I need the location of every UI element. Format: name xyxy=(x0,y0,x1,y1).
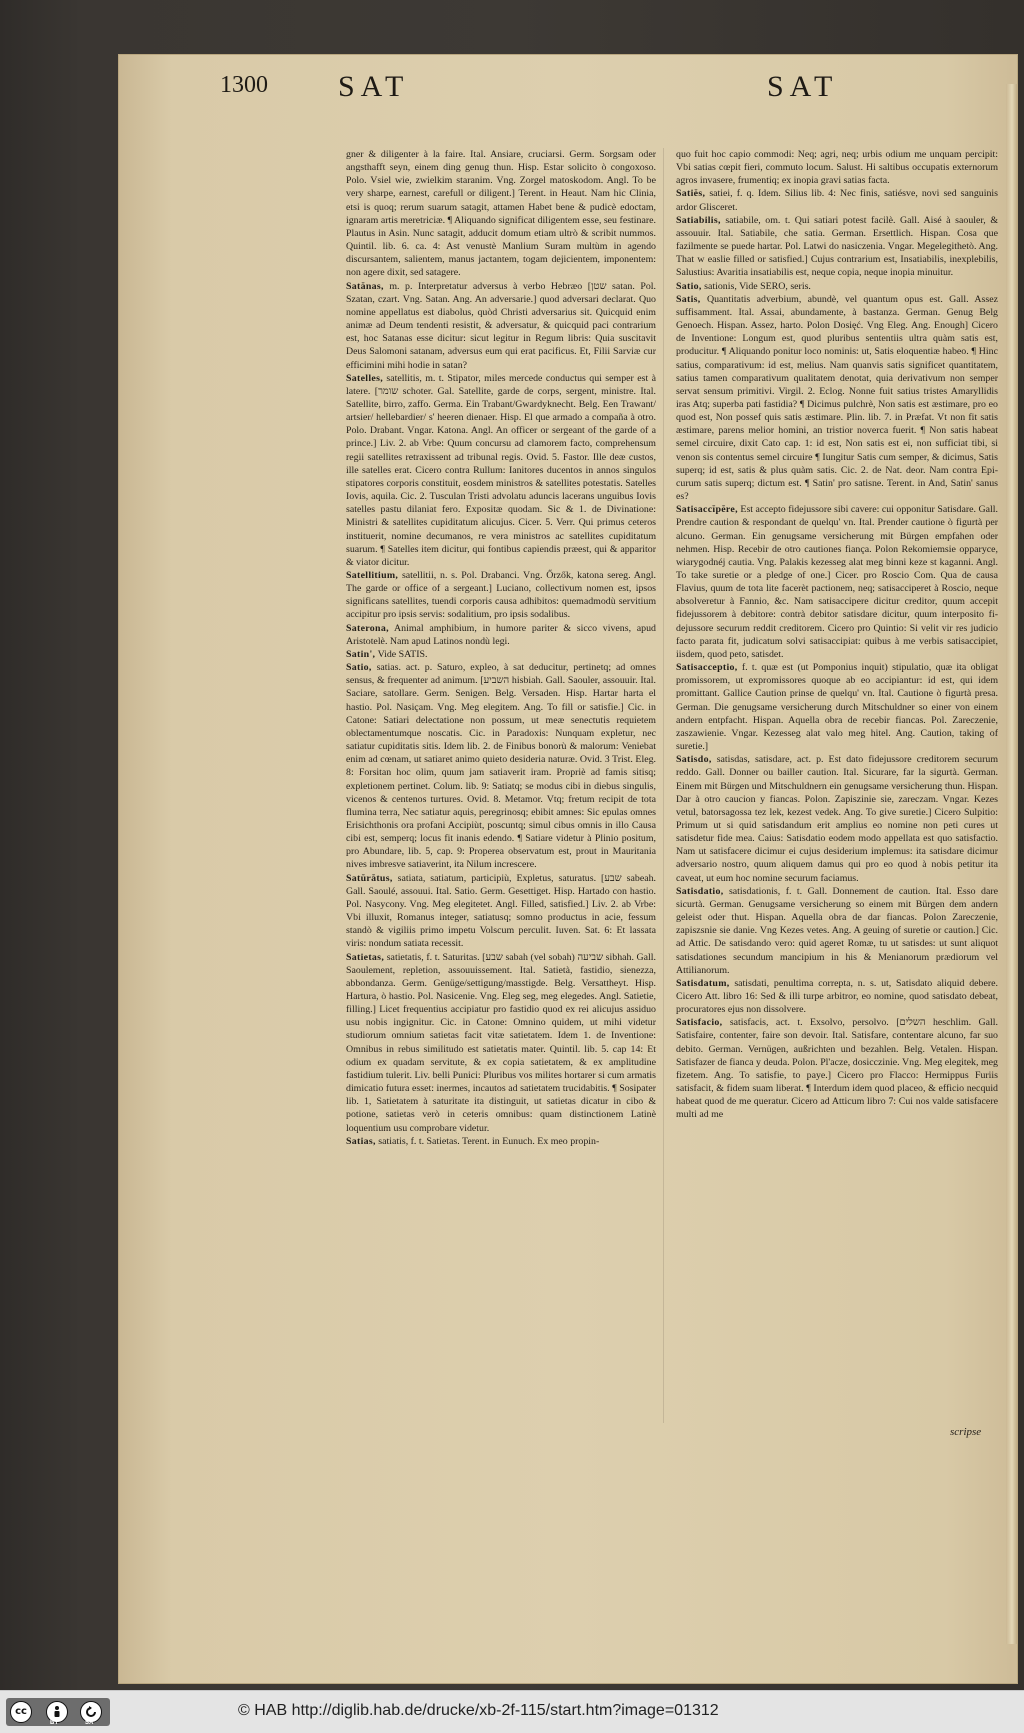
entry-text: satiabile, om. t. Qui satiari potest facilè. Gall. Aisé à saouler, & assouuir. Ital. Satiabile, che satia. German. Ersettlich. Hispan. Cosa que fazilmente se puede hartar. Pol. Latwi do nasiczenia. Vngar. Megelegithetò. Ang. That w easlie filled or satisfied.] Cujus contrarium est, Insatiabilis, inexplebilis, Salustius: Avaritia insatiabilis est, neque copia, neque inopia minuitur. xyxy=(676,214,998,279)
entry-lemma: Satias, xyxy=(346,1135,376,1147)
by-label: BY xyxy=(50,1720,59,1726)
entry-text: satietatis, f. t. Saturitas. [שבע sabah (vel sobah) שביעה sibhah. Gall. Saoulement, repletion, assouuissement. Ital. Satietà, fastidio, sienezza, abbondanza. Germ. Genüge/settigung/masstigde. Belg. Versattheyt. Hisp. Hartura, ò hastio. Pol. Nasicenie. Vng. Eleg seg, meg elegedes. Angl. Satietie, filling.] Licet frequentius accipiatur pro fastidio quod ex rei alicujus assiduo usu nobis ingignitur. Cic. in Catone: Omnino quidem, ut mihi videtur studiorum omnium satietas facit vitæ satietatem. Idem 1. de Inventione: Omnibus in rebus similitudo est satietatis mater. Quintil. lib. 5. cap 14: Et odium ex quadam servitute, & ex copia satietatem, & ex amplitudine fastidium tulerit. Liv. belli Punici: Pluribus vos milites hortarer si cum armatis dimicatio futura esset: inermes, incautos ad satietatem trucidabitis. ¶ Sosipater lib. 1, Satietatem à saturitate ita distinguit, ut satietas dicatur in cibo & potione, satietas verò in ceteris omnibus: quam distinctionem Latinè loquentium usu comprobare videtur. xyxy=(346,951,656,1134)
entry-text: satiei, f. q. Idem. Silius lib. 4: Nec finis, satiésve, novi sed sanguinis ardor Glisceret. xyxy=(676,188,998,213)
entry-text: sationis, Vide SERO, seris. xyxy=(704,280,811,292)
entry-text: Est accepto fidejussore sibi cavere: cui opponitur Satisdare. Gall. Prendre caution & respondant de quelqu' vn. Ital. Prender cautione ò figurtà per alcuno. German. Ein genugsame versicherung mit Bürgen empfahen oder nehmen. Hisp. Recebir de otro cautiones fiança. Polon Rekomiemsie opparyce, wiarygodnéj cautia. Vng. Palakis kezesseg alat meg binni keze st kaganni. Angl. To take suretie or a pledge of one.] Cicer. pro Roscio Com. Qua de causa Flavius, quum de tota lite facerèt pactionem, neq; satisacciperet à Roscio, neque absolveretur à Fannio, &c. Nam satisaccipere dicitur creditor, quum accepit fidejussorem à debitore: contrà debitor satisdare dicitur, quum interposito fidejussore securum reddit creditorem. Cicero pro Quintio: Si velit vir res judicio facto parata fit, judicatum solvi satisaccipiat: quibus à me verbis satisaccipiet, iisdem, quod peto, satisdet. xyxy=(676,504,998,660)
entry-lemma: Satănas, xyxy=(346,280,384,292)
header-left-word: SAT xyxy=(338,70,410,103)
right-column xyxy=(676,148,998,1423)
dictionary-entry xyxy=(676,187,998,213)
entry-text: satiatis, f. t. Satietas. Terent. in Eunuch. Ex meo propin- xyxy=(378,1135,600,1147)
entry-text: Animal amphibium, in humore pariter & sicco vivens, apud Aristotelè. Nam apud Latinos nondù legi. xyxy=(346,622,656,647)
dictionary-entry xyxy=(346,280,656,372)
dictionary-entry xyxy=(346,872,656,951)
entry-text: satellitis, m. t. Stipator, miles mercede conductus qui semper est à latere. [שומר schoter. Gal. Satellite, garde de corps, sergent, ministre. Ital. Satellite, birro, zaffo. Germa. Ein Trabant/Gwardyknecht. Belg. Een Trawant/ artsier/ hellebardier/ s' heeren dienaer. Hisp. El que armado a compaña à otro. Polo. Drabant. Vngar. Katona. Angl. An officer or sergeant of the garde of a prince.] Liv. 2. ab Vrbe: Quum concursu ad clamorem facto, comprehensum regii satellites retraxissent ad tribunal regis. Ovid. 5. Fastor. Ille deæ custos, ille satelles erat. Cicero contra Rullum: Ianitores ducentos in annos singulos stipatores corporis constituit, eosdem ministros & satellites potestatis. Satelles Iovis, aquila. Cic. 2. Tusculan Tristi advolatu aduncis lacerans unguibus Iovis satelles pastu dilaniat fero. Expositæ quodam. Sic & 1. de Divinatione: Ministri & satellites cupiditatum alicujus. Cicer. 5. Verr. Qui primus ceteros instituerit, nomine decumanos, re vera ministros ac satellites cupiditatum suarum. ¶ Satelles item dicitur, qui fontibus capiendis præest, qui & apparitor & viator dicitur. xyxy=(346,372,656,568)
entry-lemma: Satiabilis, xyxy=(676,214,721,226)
running-head xyxy=(220,70,1005,106)
dictionary-entry xyxy=(346,622,656,648)
entry-text: satiata, satiatum, participiù, Expletus, saturatus. [שבע sabeah. Gall. Saoulé, assouui. Ital. Satio. Germ. Gesettiget. Hisp. Hartado con hastio. Pol. Nasycony. Vng. Meg elegitetet. Angl. Filled, satisfied.] Liv. 2. ab Vrbe: Vbi illuxit, Romanus integer, satiatusq; somno productus in acie, fessum standò & vigiliis primo impetu Volscum perculit. Iuven. Sat. 6: Et lassata viris: nondum satiata recessit. xyxy=(346,872,656,950)
entry-text: satisfacis, act. t. Exsolvo, persolvo. [השלים heschlim. Gall. Satisfaire, contenter, faire son devoir. Ital. Satisfare, contentare alcuno, far suo debito. German. Vernügen, außrichten und bezahlen. Belg. Vetalen. Hispan. Satisfazer de fianca y deuda. Polon. Pl'acze, dosicczinie. Vng. Meg elegitek, meg fizetem. Ang. To satisfie, to paye.] Cicero pro Flacco: Hermippus Furiis satisfacit, & fidem suam liberat. ¶ Interdum idem quod placeo, & efficio necquid habeat quod de me queratur. Cicero ad Atticum libro 7: Cui nos valde satisfacere multi ad me xyxy=(676,1017,998,1121)
dictionary-entry xyxy=(346,569,656,622)
entry-text: m. p. Interpretatur adversus à verbo Hebræo [שטן satan. Pol. Szatan, czart. Vng. Satan. Ang. An adversarie.] quod adversari declarat. Quo nomine appellatus est diabolus, quòd Christi adversarius sit. Quicquid enim animæ ad Deum tendenti resistit, & adversatur, & quicquid paci contrarium est, hoc Satanas esse dicitur: sicut legitur in Regum libris: Quia suscitavit Deus Salomoni satanam, adversus eum qui erat pacificus. Et, Filii Sarviæ cur efficimini mihi hodie in satan? xyxy=(346,280,656,371)
entry-text: Quantitatis adverbium, abundè, vel quantum opus est. Gall. Assez suffisamment. Ital. Assai, abundamente, à bastanza. German. Genug Belg Genoech. Hispan. Assez, harto. Polon Dosięć. Vng Eleg. Ang. Enough] Cicero de Inventione: Longum est, quod pluribus sententiis ultra quàm satis est, producitur. ¶ Aliquando ponitur loco nominis: ut, Satis eloquentiæ habeo. ¶ Hinc satius, comparativum: id est, melius. Nam quanvis satis significet quantitatem, satius tamen comparativum qualitatem denotat, quia derivativum non semper servat sensum primitivi. Virgil. 2. Eclog. Nonne fuit satius tristes Amaryllidis iras Atq; superba pati fastidia? ¶ Dicimus pulchrè, Non satis est æstimare, pro eo quod est, Non possef quis satis æstimare. Plin. lib. 7. in Præfat. Vt non fit satis æstimare, parens melior homini, an tristior noverca fuerit. ¶ Non satis habeat semel circuire, dixit Cato cap. 1: id est, Non satis est ei, non sufficiat tibi, si venon sis contentus semel circuire ¶ Iungitur Satis cum semper, & dicimus, Satis superq; id est, satis & plus quàm satis. Cic. 2. de Nat. deor. Nam contra Epicurum satis superq; dictum est. ¶ Satin' pro satisne. Terent. in And, Satin' sanus es? xyxy=(676,293,998,503)
creative-commons-icon: cc xyxy=(10,1701,32,1723)
dictionary-entry xyxy=(676,977,998,1016)
entry-text: satisdas, satisdare, act. p. Est dato fidejussore creditorem securum reddo. Gall. Donner ou bailler caution. Ital. Sicurare, far la sigurtà. German. Einem mit Bürgen und Mitschuldnern ein genugsame versicherung thun. Hispan. Dar à otro caucion y fiancas. Polon. Zapiszinie sie, zareczam. Vngar. Kezes vetul, batorsagossa tez lek, kezest vedek. Ang. To give suretie.] Cicero Sulpitio: Primum ut si quid satisdandum erit amplius eo nomine non peti cures ut satisdetur fide mea. Caius: Satisdatio eodem modo appellata est quo satisfactio. Nam ut satisfacere dicimur ei cujus desiderium implemus: ita satisdare dicimur adversario nostro, quum aliquem damus qui pro eo quod à nobis petitur ita caveat, ut eum hoc nomine securum faciamus. xyxy=(676,754,998,884)
attribution-text[interactable]: © HAB http://diglib.hab.de/drucke/xb-2f-115/start.htm?image=01312 xyxy=(238,1702,719,1719)
entry-lemma: Satisacceptio, xyxy=(676,662,738,674)
header-right-word: SAT xyxy=(767,70,839,103)
entry-lemma: Satisdo, xyxy=(676,754,712,766)
entry-lemma: Saterona, xyxy=(346,622,389,634)
dictionary-entry xyxy=(346,951,656,1135)
dictionary-entry xyxy=(346,648,656,661)
entry-lemma: Satŭrătus, xyxy=(346,872,393,884)
entry-lemma: Satellitium, xyxy=(346,570,399,581)
entry-text: satellitii, n. s. Pol. Drabanci. Vng. Őrzők, katona sereg. Angl. The garde or office of a sergeant.] Luciano, collectivum nomen est, ipsos significans satellites, tuendi corporis causa adhibitos: quemadmodù servitium accipitur pro ipsis servis: sodalitium, pro ipsis sodalibus. xyxy=(346,570,656,621)
dictionary-entry xyxy=(346,148,656,280)
dictionary-entry xyxy=(346,372,656,569)
footer-bar xyxy=(0,1690,1024,1733)
entry-text: satisdati, penultima correpta, n. s. ut, Satisdato aliquid debere. Cicero Att. libro 16: Sed & illi turpe arbitror, eo nomine, quod satisdato debeat, procuratores ejus non dissolvere. xyxy=(676,977,998,1016)
page-edge xyxy=(1006,84,1018,1644)
left-column xyxy=(346,148,656,1423)
column-divider xyxy=(663,148,664,1423)
entry-lemma: Satelles, xyxy=(346,372,383,384)
person-glyph-icon xyxy=(47,1702,67,1722)
entry-lemma: Satietas, xyxy=(346,951,385,963)
entry-text: quo fuit hoc capio commodi: Neq; agri, neq; urbis odium me unquam percipit: Vbi satias cœpit fieri, commuto locum. Salust. Hi saltibus occupatis externorum agros invasere, frumentiq; ex inopia gravi satias facta. xyxy=(676,149,998,187)
dictionary-entry xyxy=(676,885,998,977)
dictionary-entry xyxy=(676,753,998,885)
dictionary-entry xyxy=(676,1016,998,1121)
entry-text: gner & diligenter à la faire. Ital. Ansiare, cruciarsi. Germ. Sorgsam oder angsthafft seyn, einem ding genug thun. Hisp. Estar solicito ò congoxoso. Polo. Vsiel wie, zwielkim staranim. Vng. Zorgel matoskodom. Angl. To be very sharpe, earnest, carefull or diligent.] Terent. in Heaut. Nam hic Clinia, etsi is quoq; rerum suarum satagit, attamen Habet bene & pudicè edoctam, ignaram artis meretriciæ. ¶ Aliquando significat diligentem esse, seu festinare. Plautus in Asin. Nunc satagit, adducit domum etiam ultrò & scribit nummos. Quintil. lib. 6. ca. 4: Ast venustè Manlium Suram multùm in agendo discursantem, salientem, manus jactantem, togam dejicientem, imponentem: non agere dixit, sed satagere. xyxy=(346,149,656,279)
dictionary-entry xyxy=(676,280,998,293)
entry-lemma: Satiĕs, xyxy=(676,188,706,200)
dictionary-entry xyxy=(676,214,998,280)
page-number: 1300 xyxy=(220,72,268,98)
entry-lemma: Satis, xyxy=(676,293,701,305)
cc-license-badge[interactable] xyxy=(6,1698,110,1726)
entry-lemma: Satio, xyxy=(346,662,372,674)
entry-text: Vide SATIS. xyxy=(377,648,428,660)
entry-lemma: Satisdatio, xyxy=(676,885,724,897)
entry-lemma: Satio, xyxy=(676,280,702,292)
entry-lemma: Satisfacio, xyxy=(676,1017,723,1029)
entry-text: f. t. quæ est (ut Pomponius inquit) stipulatio, quæ ita obligat promissorem, ut expromissores quoque ab eo accipiantur: id est, qui idem promittant. Gallice Caution prinse de quelqu' vn. Ital. Cautione ò figurtà presa. German. Die genugsame versicherung durch Mitschuldner so einer von einem andern entpfacht. Hispan. Aquella obra de recebir fiancas. Pol. Zareczenie, zaszawienie. Vngar. Kezesseg alat valo meg hitel. Ang. Caution, taking of suretie.] xyxy=(676,662,998,753)
entry-text: satias. act. p. Saturo, expleo, à sat deducitur, pertinetq; ad omnes sensus, & frequenter ad animum. [השביע hisbiah. Gall. Saouler, assouuir. Ital. Saciare, satollare. Germ. Senigen. Belg. Versaden. Hisp. Hartar harta el hastio. Pol. Nasiçam. Vng. Meg elegitem. Ang. To fill or satisfie.] Cic. in Catone: Satiari delectatione non possum, ut meæ senectutis requietem oblectamentumque noscatis. Cic. in Paradoxis: Nunquam expletur, nec satiatur cupiditatis sitis. Idem lib. 2. de Finibus bonorù & malorum: Veniebat enim ad cœnam, ut satiaret animo quieto desideria naturæ. Ovid. 3 Trist. Eleg. 8: Forsitan hoc olim, quum jam satiaverit iram. Propriè ad famis sitisq; expletionem pertinet. Colum. lib. 9: Satiatq; se modus cibi in diebus singulis, vicenos & centenos turtures. Ovid. 8. Metamor. Vtq; fretum recipit de tota flumina terra, Nec satiatur aquis, peregrinosq; ebibit amnes: Sic epulas omnes Erisichthonis ora profani Accipiùt, poscuntq; simul cibus omnis in illo Causa cibi est, semperq; locus fit inanis edendo. ¶ Satiare videtur à Plinio positum, pro Abundare, lib. 5, cap. 9: Properea observatum est, prout in Mauritania nives imbresve satiaverint, ita Nilum increscere. xyxy=(346,662,656,871)
sa-label: SA xyxy=(85,1720,94,1726)
dictionary-entry xyxy=(676,661,998,753)
dictionary-entry xyxy=(676,148,998,187)
dictionary-entry xyxy=(676,503,998,661)
entry-lemma: Satin', xyxy=(346,648,376,660)
share-alike-glyph-icon xyxy=(81,1702,101,1722)
entry-lemma: Satisaccĭpĕre, xyxy=(676,504,738,516)
dictionary-entry xyxy=(346,1135,656,1148)
catchword: scripse xyxy=(950,1426,982,1438)
entry-lemma: Satisdatum, xyxy=(676,977,730,989)
dictionary-entry xyxy=(346,661,656,872)
dictionary-entry xyxy=(676,293,998,504)
entry-text: satisdationis, f. t. Gall. Donnement de caution. Ital. Esso dare sicurtà. German. Genugsame versicherung so einem mit Bürgen dem andern geleist oder thut. Hispan. Aquella obra de dar fiancas. Polon Zareczenie, zapiszsnie sie danie. Vng Kezes vetes. Ang. A geuing of suretie or caution.] Cic. ad Attic. De satisdando vero: quid ageret Romæ, tu ut satisdes: ut sunt aliquot satisdationes secundum mancipium in his & Menianorum prædiorum vel Attilianorum. xyxy=(676,885,998,976)
